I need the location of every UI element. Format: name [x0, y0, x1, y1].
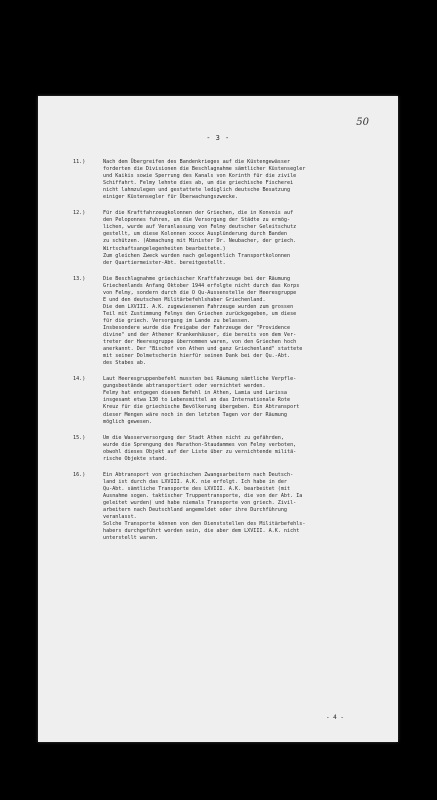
- numbered-paragraph: [73, 210, 376, 266]
- paragraph-line: anerkannt. Der "Bischof von Athen und ganz Griechenland" stattete: [103, 346, 303, 353]
- paragraph-line: für die griech. Versorgung im Lande zu belassen.: [103, 317, 251, 324]
- paragraph-line: divine" und der Athener Krankenhäuser, die bereits von dem Ver-: [103, 332, 297, 339]
- paragraph-line: Ein Abtransport von griechischen Zwangsarbeitern nach Deutsch-: [103, 471, 294, 478]
- paragraph-number: 12.): [73, 210, 86, 217]
- paragraph-line: wurde die Sprengung des Marathon-Staudammes von Felmy verboten,: [103, 441, 297, 448]
- paragraph-line: möglich gewesen.: [103, 418, 153, 425]
- paragraph-line: lichen, wurde auf Veranlassung von Felmy deutscher Geleitschutz: [103, 224, 297, 231]
- paragraph-line: Die Beschlagnahme griechischer Kraftfahrzeuge bei der Räumung: [103, 275, 291, 282]
- paragraph-line: forderten die Divisionen die Beschlagnahme sämtlicher Küstensegler: [103, 166, 306, 173]
- paragraph-line: gestellt, um diese Kolonnen xxxxx Ausplünderung durch Banden: [103, 231, 288, 238]
- paragraph-number: 13.): [73, 275, 86, 282]
- document-body: [73, 159, 376, 551]
- paragraph-line: Griechenlands Anfang Oktober 1944 erfolgte nicht durch das Korps: [103, 282, 300, 289]
- document-page: [38, 96, 398, 742]
- paragraph-line: Ausnahme sogen. taktischer Truppentransporte, die von der Abt. Ia: [103, 492, 303, 499]
- paragraph-line: gungsbestände abtransportiert oder vernichtet werden.: [103, 383, 266, 390]
- paragraph-line: treter der Heeresgruppe übernommen waren, von den Griechen hoch: [103, 339, 297, 346]
- paragraph-line: Um die Wasserversorgung der Stadt Athen nicht zu gefährden,: [103, 434, 284, 441]
- paragraph-line: Insbesondere wurde die Freigabe der Fahrzeuge der "Providence: [103, 324, 291, 331]
- paragraph-line: E und den deutschen Militärbefehlshaber Griechenland.: [103, 296, 266, 303]
- numbered-paragraph: [73, 276, 376, 368]
- paragraph-line: mit seiner Dolmetscherin hierfür seinen Dank bei der Qu.-Abt.: [103, 353, 291, 360]
- paragraph-line: Zum gleichen Zweck wurden nach gelegentlich Transportkolonnen: [103, 252, 291, 259]
- paragraph-line: den Peloponnes fuhren, um die Versorgung der Städte zu ermög-: [103, 217, 291, 224]
- numbered-paragraph: [73, 159, 376, 201]
- paragraph-line: unterstellt waren.: [103, 535, 159, 542]
- paragraph-line: der Quartiermeister-Abt. bereitgestellt.: [103, 259, 226, 266]
- paragraph-line: zu schützen. (Abmachung mit Minister Dr. Neubacher, der griech.: [103, 238, 297, 245]
- paragraph-line: Kreuz für die griechische Bevölkerung übergeben. Ein Abtransport: [103, 404, 300, 411]
- paragraph-line: land ist durch das LXVIII. A.K. nie erfolgt. Ich habe in der: [103, 478, 288, 485]
- numbered-paragraph: [73, 435, 376, 463]
- paragraph-line: Die dem LXVIII. A.K. zugewiesenen Fahrzeuge wurden zum grossen: [103, 303, 294, 310]
- paragraph-line: Nach dem Übergreifen des Bandenkrieges auf die Küstengewässer: [103, 159, 291, 165]
- handwritten-page-mark: 50: [356, 117, 369, 128]
- paragraph-line: nicht lahmzulegen und gestattete lediglich deutsche Besatzung: [103, 187, 291, 194]
- paragraph-line: Schiffahrt. Felmy lehnte dies ab, um die griechische Fischerei: [103, 180, 294, 187]
- paragraph-line: Wirtschaftsangelegenheiten bearbeitete.): [103, 245, 226, 252]
- paragraph-line: veranlasst.: [103, 514, 137, 521]
- paragraph-number: 11.): [73, 159, 86, 165]
- paragraph-line: arbeitern nach Deutschland angemeldet oder ihre Durchführung: [103, 507, 288, 514]
- numbered-paragraph: [73, 376, 376, 425]
- paragraph-number: 14.): [73, 376, 86, 383]
- paragraph-line: insgesamt etwa 130 to Lebensmittel an das Internationale Rote: [103, 397, 291, 404]
- paragraph-line: Qu-Abt. sämtliche Transporte des LXVIII. A.K. bearbeitet (mit: [103, 485, 291, 492]
- paragraph-line: obwohl dieses Objekt auf der Liste über zu vernichtende militä-: [103, 448, 297, 455]
- paragraph-line: Teil mit Zustimmung Felmys den Griechen zurückgegeben, um diese: [103, 310, 297, 317]
- paragraph-line: und Kaikis sowie Sperrung des Kanals von Korinth für die zivile: [103, 173, 297, 180]
- paragraph-line: dieser Mengen wäre noch in den letzten Tagen vor der Räumung: [103, 411, 288, 418]
- paragraph-line: von Felmy, sondern durch die O Qu-Aussenstelle der Heeresgruppe: [103, 289, 297, 296]
- paragraph-line: habers durchgeführt worden sein, die aber dem LXVIII. A.K. nicht: [103, 528, 300, 535]
- paragraph-number: 15.): [73, 434, 86, 441]
- paragraph-line: Laut Heeresgruppenbefehl mussten bei Räumung sämtliche Verpfle-: [103, 376, 297, 383]
- paragraph-number: 16.): [73, 471, 86, 478]
- paragraph-line: rische Objekte stand.: [103, 455, 168, 462]
- paragraph-line: Felmy hat entgegen diesem Befehl in Athen, Lamia und Larissa: [103, 390, 288, 397]
- paragraph-line: einiger Küstensegler für Überwachungszwecke.: [103, 194, 238, 201]
- paragraph-line: des Stabes ab.: [103, 360, 146, 367]
- paragraph-line: Für die Kraftfahrzeugkolonnen der Griechen, die in Konvois auf: [103, 210, 294, 217]
- numbered-paragraph: [73, 472, 376, 542]
- page-number: - 3 -: [206, 134, 230, 142]
- continuation-marker: - 4 -: [325, 714, 344, 721]
- paragraph-line: geleitet wurden) und habe niemals Transporte von griech. Zivil-: [103, 499, 297, 506]
- paragraph-line: Solche Transporte können von den Dienststellen des Militärbefehls-: [103, 521, 306, 528]
